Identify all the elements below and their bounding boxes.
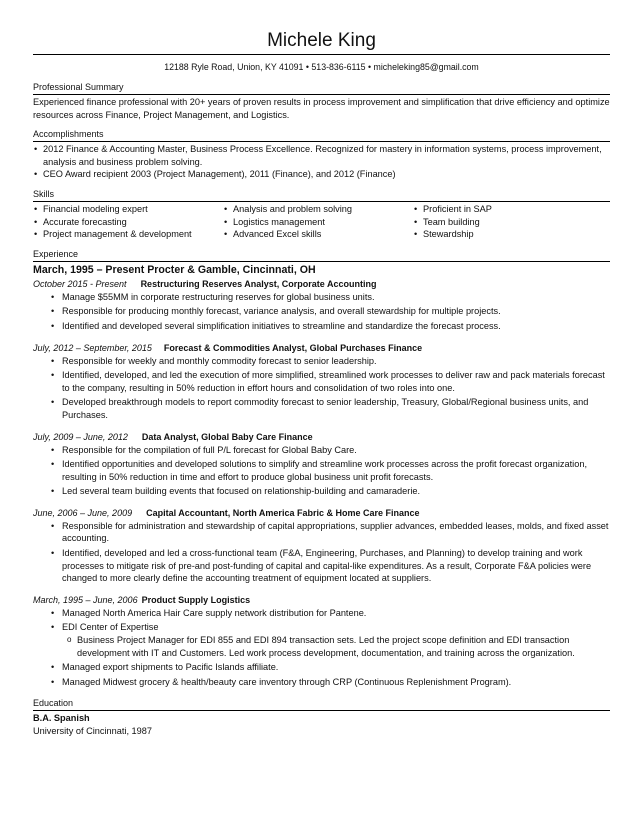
list-item: • Identified, developed, and led the execution of more simplified, streamlined work processes to deliver raw and pack materials forecast to the company, resulting in 50% reduction in effort hours and consolidation of two roles into one. (33, 369, 610, 394)
skill-item: • Logistics management (223, 216, 413, 229)
list-item: • Responsible for producing monthly forecast, variance analysis, and overall stewardship for multiple projects. (33, 305, 610, 318)
experience-heading: Experience (33, 248, 79, 259)
education-rule (33, 710, 610, 711)
role-date: July, 2009 – June, 2012 (33, 431, 128, 442)
role-title: Restructuring Reserves Analyst, Corporate Accounting (140, 278, 377, 289)
role-date: July, 2012 – September, 2015 (33, 342, 152, 353)
skill-item: • Advanced Excel skills (223, 228, 413, 241)
skills-heading: Skills (33, 188, 55, 199)
list-item: • Managed Midwest grocery & health/beauty care inventory through CRP (Continuous Replenishment Program). (33, 676, 610, 689)
duties-list (33, 444, 610, 498)
list-item: • Led several team building events that focused on relationship-building and camaraderie. (33, 485, 610, 498)
role-title: Product Supply Logistics (141, 594, 251, 605)
skill-item: • Financial modeling expert (33, 203, 223, 216)
list-item: • Identified, developed and led a cross-functional team (F&A, Engineering, Purchases, and Planning) to develop training and work processes to mitigate risk of pre-and post-funding of capital and capital-like expenditures. As a result, Corporate F&A policies were changed to more clearly define the accounting treatment of equipment located at suppliers. (33, 547, 610, 585)
role-date: March, 1995 – June, 2006 (33, 594, 138, 605)
skill-item: • Analysis and problem solving (223, 203, 413, 216)
role-block (33, 507, 610, 585)
role-title: Forecast & Commodities Analyst, Global Purchases Finance (163, 342, 423, 353)
candidate-name: Michele King (267, 30, 376, 51)
list-item-text: EDI Center of Expertise (62, 622, 159, 633)
sub-list-item: o Business Project Manager for EDI 855 and EDI 894 transaction sets. Led the project scope definition and EDI transaction development with IT and Customers. Led work process development, documentation, and training across the organization. (62, 634, 610, 659)
duties-list (33, 355, 610, 422)
summary-heading: Professional Summary (33, 82, 124, 92)
duties-list (33, 520, 610, 585)
role-header (33, 431, 610, 444)
list-item: • 2012 Finance & Accounting Master, Business Process Excellence. Recognized for mastery in information systems, process improvement, analysis and business problem solving. (33, 143, 610, 168)
list-item: • Responsible for administration and stewardship of capital appropriations, supplier advances, embedded leases, molds, and fixed asset accounting. (33, 520, 610, 545)
role-date: June, 2006 – June, 2009 (33, 507, 133, 518)
header-rule (33, 54, 610, 55)
role-date: October 2015 - Present (33, 278, 127, 289)
contact-line: 12188 Ryle Road, Union, KY 41091 • 513-836-6115 • micheleking85@gmail.com (164, 62, 479, 72)
list-item: • Identified opportunities and developed solutions to simplify and streamline work processes across the profit forecast organization, resulting in 50% reduction in time and effort to produce global business unit profit forecasts. (33, 458, 610, 483)
role-header (33, 278, 610, 291)
role-block (33, 594, 610, 689)
role-header (33, 342, 610, 355)
skills-rule (33, 201, 610, 202)
skills-column-3 (413, 203, 610, 241)
skill-item: • Proficient in SAP (413, 203, 610, 216)
skill-item: • Team building (413, 216, 610, 229)
list-item: • Responsible for the compilation of full P/L forecast for Global Baby Care. (33, 444, 610, 457)
role-block (33, 342, 610, 422)
skills-column-2 (223, 203, 413, 241)
duties-list (33, 607, 610, 689)
education-heading: Education (33, 698, 74, 709)
accomplishments-heading: Accomplishments (33, 129, 104, 140)
accomplishments-list (33, 143, 610, 181)
skill-item: • Project management & development (33, 228, 223, 241)
list-item: • Managed export shipments to Pacific Islands affiliate. (33, 661, 610, 674)
sub-list (62, 634, 610, 659)
role-title: Data Analyst, Global Baby Care Finance (141, 431, 313, 442)
role-block (33, 431, 610, 498)
duties-list (33, 291, 610, 333)
education-school: University of Cincinnati, 1987 (33, 726, 152, 736)
role-block (33, 278, 610, 333)
accomplishments-rule (33, 141, 610, 142)
list-item: • Responsible for weekly and monthly commodity forecast to senior leadership. (33, 355, 610, 368)
skills-column-1 (33, 203, 223, 241)
list-item (33, 621, 610, 659)
role-header (33, 507, 610, 520)
list-item: • CEO Award recipient 2003 (Project Management), 2011 (Finance), and 2012 (Finance) (33, 168, 610, 181)
skill-item: • Accurate forecasting (33, 216, 223, 229)
role-header (33, 594, 610, 607)
summary-text: Experienced finance professional with 20+ years of proven results in process improvement and simplification that drive efficiency and optimize resources across Finance, Project Management, and Logistics. (33, 97, 610, 120)
education-degree: B.A. Spanish (33, 713, 90, 724)
list-item: • Manage $55MM in corporate restructuring reserves for global business units. (33, 291, 610, 304)
list-item: • Managed North America Hair Care supply network distribution for Pantene. (33, 607, 610, 620)
list-item: • Identified and developed several simplification initiatives to streamline and standardize the forecast process. (33, 320, 610, 333)
role-title: Capital Accountant, North America Fabric & Home Care Finance (146, 507, 420, 518)
list-item: • Developed breakthrough models to report commodity forecast to senior leadership, Treasury, Global/Regional business units, and Purchases. (33, 396, 610, 421)
skills-grid (33, 203, 610, 241)
employer-line: March, 1995 – Present Procter & Gamble, Cincinnati, OH (33, 263, 316, 276)
experience-rule (33, 261, 610, 262)
summary-rule (33, 94, 610, 95)
skill-item: • Stewardship (413, 228, 610, 241)
